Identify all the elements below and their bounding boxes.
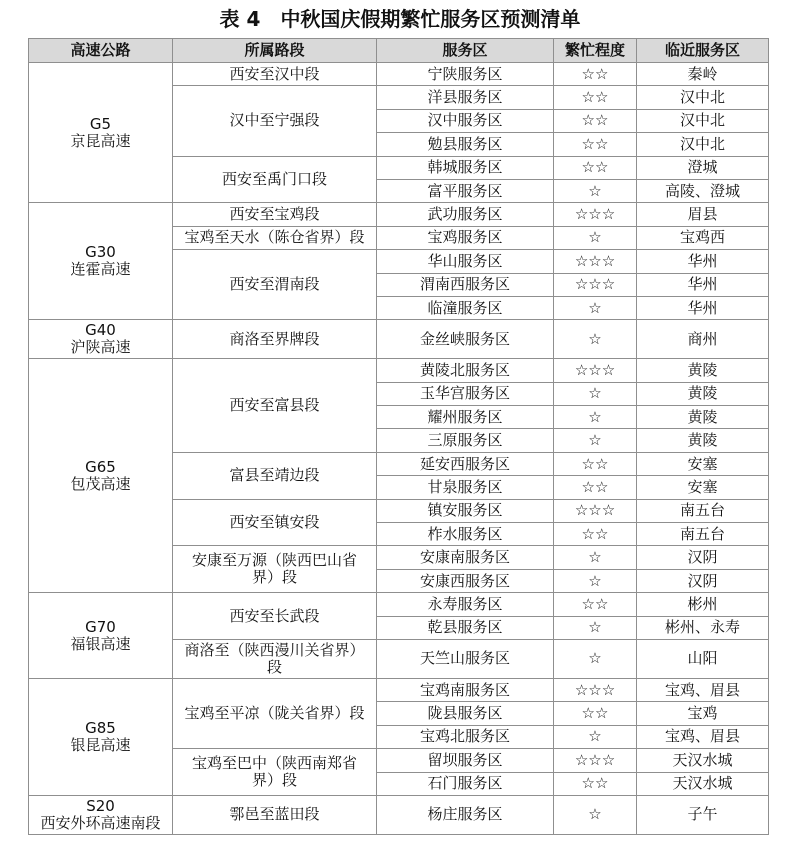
highway-name: 沪陕高速 — [70, 338, 131, 357]
nearby-service-area-cell: 汉中北 — [637, 86, 769, 109]
table-row — [29, 359, 769, 382]
service-area-cell: 金丝峡服务区 — [377, 320, 554, 359]
busy-level-cell: ☆ — [554, 320, 637, 359]
nearby-service-area-cell: 安塞 — [637, 452, 769, 475]
service-area-cell: 宝鸡南服务区 — [377, 678, 554, 701]
column-header-highway: 高速公路 — [29, 39, 173, 63]
column-header-busy-level: 繁忙程度 — [554, 39, 637, 63]
service-area-cell: 杨庄服务区 — [377, 795, 554, 834]
busy-level-cell: ☆ — [554, 546, 637, 569]
highway-cell — [29, 678, 173, 795]
nearby-service-area-cell: 宝鸡 — [637, 702, 769, 725]
service-area-cell: 陇县服务区 — [377, 702, 554, 725]
nearby-service-area-cell: 商州 — [637, 320, 769, 359]
busy-level-cell: ☆☆☆ — [554, 359, 637, 382]
service-area-cell: 延安西服务区 — [377, 452, 554, 475]
table-number-label: 表 4 — [219, 7, 261, 31]
busy-service-area-table — [28, 38, 769, 835]
service-area-cell: 黄陵北服务区 — [377, 359, 554, 382]
nearby-service-area-cell: 宝鸡西 — [637, 226, 769, 249]
service-area-cell: 勉县服务区 — [377, 133, 554, 156]
highway-code: G30 — [85, 243, 116, 262]
road-section-cell: 安康至万源（陕西巴山省 界）段 — [173, 546, 377, 593]
service-area-cell: 安康南服务区 — [377, 546, 554, 569]
service-area-cell: 石门服务区 — [377, 772, 554, 795]
highway-cell — [29, 359, 173, 593]
highway-cell — [29, 203, 173, 320]
road-section-cell: 宝鸡至巴中（陕西南郑省 界）段 — [173, 749, 377, 796]
service-area-cell: 甘泉服务区 — [377, 476, 554, 499]
table-header — [29, 39, 769, 63]
highway-cell — [29, 795, 173, 834]
nearby-service-area-cell: 子午 — [637, 795, 769, 834]
service-area-cell: 柞水服务区 — [377, 523, 554, 546]
busy-level-cell: ☆ — [554, 795, 637, 834]
service-area-cell: 洋县服务区 — [377, 86, 554, 109]
busy-level-cell: ☆☆ — [554, 109, 637, 132]
busy-level-cell: ☆☆☆ — [554, 499, 637, 522]
road-section-cell: 西安至镇安段 — [173, 499, 377, 546]
service-area-cell: 玉华宫服务区 — [377, 382, 554, 405]
service-area-cell: 耀州服务区 — [377, 406, 554, 429]
service-area-cell: 宝鸡服务区 — [377, 226, 554, 249]
nearby-service-area-cell: 秦岭 — [637, 63, 769, 86]
busy-level-cell: ☆☆ — [554, 133, 637, 156]
busy-level-cell: ☆☆☆ — [554, 203, 637, 226]
busy-level-cell: ☆☆☆ — [554, 273, 637, 296]
busy-level-cell: ☆☆☆ — [554, 678, 637, 701]
nearby-service-area-cell: 黄陵 — [637, 429, 769, 452]
busy-level-cell: ☆ — [554, 179, 637, 202]
road-section-cell: 鄠邑至蓝田段 — [173, 795, 377, 834]
service-area-cell: 渭南西服务区 — [377, 273, 554, 296]
nearby-service-area-cell: 华州 — [637, 296, 769, 319]
highway-cell — [29, 63, 173, 203]
busy-level-cell: ☆ — [554, 429, 637, 452]
highway-code: G85 — [85, 718, 116, 737]
highway-code: G40 — [85, 321, 116, 340]
nearby-service-area-cell: 天汉水城 — [637, 749, 769, 772]
highway-code: S20 — [86, 796, 115, 815]
busy-level-cell: ☆☆ — [554, 452, 637, 475]
highway-cell — [29, 320, 173, 359]
table-row — [29, 593, 769, 616]
road-section-cell: 西安至汉中段 — [173, 63, 377, 86]
nearby-service-area-cell: 南五台 — [637, 499, 769, 522]
road-section-cell: 西安至渭南段 — [173, 250, 377, 320]
nearby-service-area-cell: 澄城 — [637, 156, 769, 179]
column-header-nearby-area: 临近服务区 — [637, 39, 769, 63]
service-area-cell: 留坝服务区 — [377, 749, 554, 772]
busy-level-cell: ☆☆ — [554, 63, 637, 86]
nearby-service-area-cell: 高陵、澄城 — [637, 179, 769, 202]
road-section-cell: 富县至靖边段 — [173, 452, 377, 499]
busy-level-cell: ☆☆☆ — [554, 749, 637, 772]
service-area-cell: 安康西服务区 — [377, 569, 554, 592]
highway-name: 京昆高速 — [70, 131, 131, 150]
nearby-service-area-cell: 南五台 — [637, 523, 769, 546]
busy-level-cell: ☆ — [554, 296, 637, 319]
nearby-service-area-cell: 宝鸡、眉县 — [637, 725, 769, 748]
nearby-service-area-cell: 山阳 — [637, 639, 769, 678]
busy-level-cell: ☆ — [554, 639, 637, 678]
busy-level-cell: ☆☆ — [554, 476, 637, 499]
table-title — [0, 0, 800, 38]
nearby-service-area-cell: 汉中北 — [637, 133, 769, 156]
service-area-cell: 宝鸡北服务区 — [377, 725, 554, 748]
nearby-service-area-cell: 黄陵 — [637, 359, 769, 382]
service-area-cell: 富平服务区 — [377, 179, 554, 202]
road-section-cell: 西安至宝鸡段 — [173, 203, 377, 226]
nearby-service-area-cell: 眉县 — [637, 203, 769, 226]
highway-name: 福银高速 — [70, 634, 131, 653]
service-area-cell: 华山服务区 — [377, 250, 554, 273]
road-section-cell: 西安至禹门口段 — [173, 156, 377, 203]
nearby-service-area-cell: 华州 — [637, 250, 769, 273]
highway-name: 连霍高速 — [70, 260, 131, 279]
busy-level-cell: ☆ — [554, 725, 637, 748]
road-section-cell: 西安至长武段 — [173, 593, 377, 640]
road-section-cell: 宝鸡至平凉（陇关省界）段 — [173, 678, 377, 748]
nearby-service-area-cell: 安塞 — [637, 476, 769, 499]
busy-level-cell: ☆ — [554, 226, 637, 249]
service-area-cell: 武功服务区 — [377, 203, 554, 226]
service-area-cell: 天竺山服务区 — [377, 639, 554, 678]
header-row — [29, 39, 769, 63]
service-area-cell: 永寿服务区 — [377, 593, 554, 616]
busy-level-cell: ☆☆ — [554, 772, 637, 795]
highway-name: 西安外环高速南段 — [40, 813, 161, 832]
table-row — [29, 678, 769, 701]
nearby-service-area-cell: 汉阴 — [637, 569, 769, 592]
nearby-service-area-cell: 黄陵 — [637, 382, 769, 405]
table-row — [29, 63, 769, 86]
nearby-service-area-cell: 彬州 — [637, 593, 769, 616]
road-section-cell: 汉中至宁强段 — [173, 86, 377, 156]
highway-name: 包茂高速 — [70, 474, 131, 493]
highway-code: G5 — [89, 114, 112, 133]
road-section-cell: 宝鸡至天水（陈仓省界）段 — [173, 226, 377, 249]
busy-level-cell: ☆ — [554, 406, 637, 429]
busy-level-cell: ☆☆ — [554, 86, 637, 109]
service-area-cell: 临潼服务区 — [377, 296, 554, 319]
service-area-cell: 镇安服务区 — [377, 499, 554, 522]
busy-level-cell: ☆ — [554, 569, 637, 592]
highway-name: 银昆高速 — [70, 735, 131, 754]
table-title-text: 中秋国庆假期繁忙服务区预测清单 — [280, 7, 581, 31]
nearby-service-area-cell: 宝鸡、眉县 — [637, 678, 769, 701]
road-section-cell: 商洛至界牌段 — [173, 320, 377, 359]
column-header-road-section: 所属路段 — [173, 39, 377, 63]
service-area-cell: 宁陕服务区 — [377, 63, 554, 86]
busy-level-cell: ☆☆ — [554, 156, 637, 179]
table-row — [29, 795, 769, 834]
table-body — [29, 63, 769, 835]
busy-level-cell: ☆☆ — [554, 702, 637, 725]
nearby-service-area-cell: 天汉水城 — [637, 772, 769, 795]
busy-level-cell: ☆☆ — [554, 523, 637, 546]
service-area-cell: 汉中服务区 — [377, 109, 554, 132]
table-row — [29, 203, 769, 226]
nearby-service-area-cell: 汉中北 — [637, 109, 769, 132]
highway-code: G65 — [85, 457, 116, 476]
nearby-service-area-cell: 汉阴 — [637, 546, 769, 569]
busy-level-cell: ☆ — [554, 616, 637, 639]
nearby-service-area-cell: 华州 — [637, 273, 769, 296]
busy-level-cell: ☆ — [554, 382, 637, 405]
table-row — [29, 320, 769, 359]
road-section-cell: 商洛至（陕西漫川关省界） 段 — [173, 639, 377, 678]
road-section-cell: 西安至富县段 — [173, 359, 377, 453]
busy-level-cell: ☆☆ — [554, 593, 637, 616]
service-area-cell: 韩城服务区 — [377, 156, 554, 179]
service-area-cell: 三原服务区 — [377, 429, 554, 452]
service-area-cell: 乾县服务区 — [377, 616, 554, 639]
highway-cell — [29, 593, 173, 679]
nearby-service-area-cell: 黄陵 — [637, 406, 769, 429]
column-header-service-area: 服务区 — [377, 39, 554, 63]
nearby-service-area-cell: 彬州、永寿 — [637, 616, 769, 639]
highway-code: G70 — [85, 617, 116, 636]
busy-level-cell: ☆☆☆ — [554, 250, 637, 273]
